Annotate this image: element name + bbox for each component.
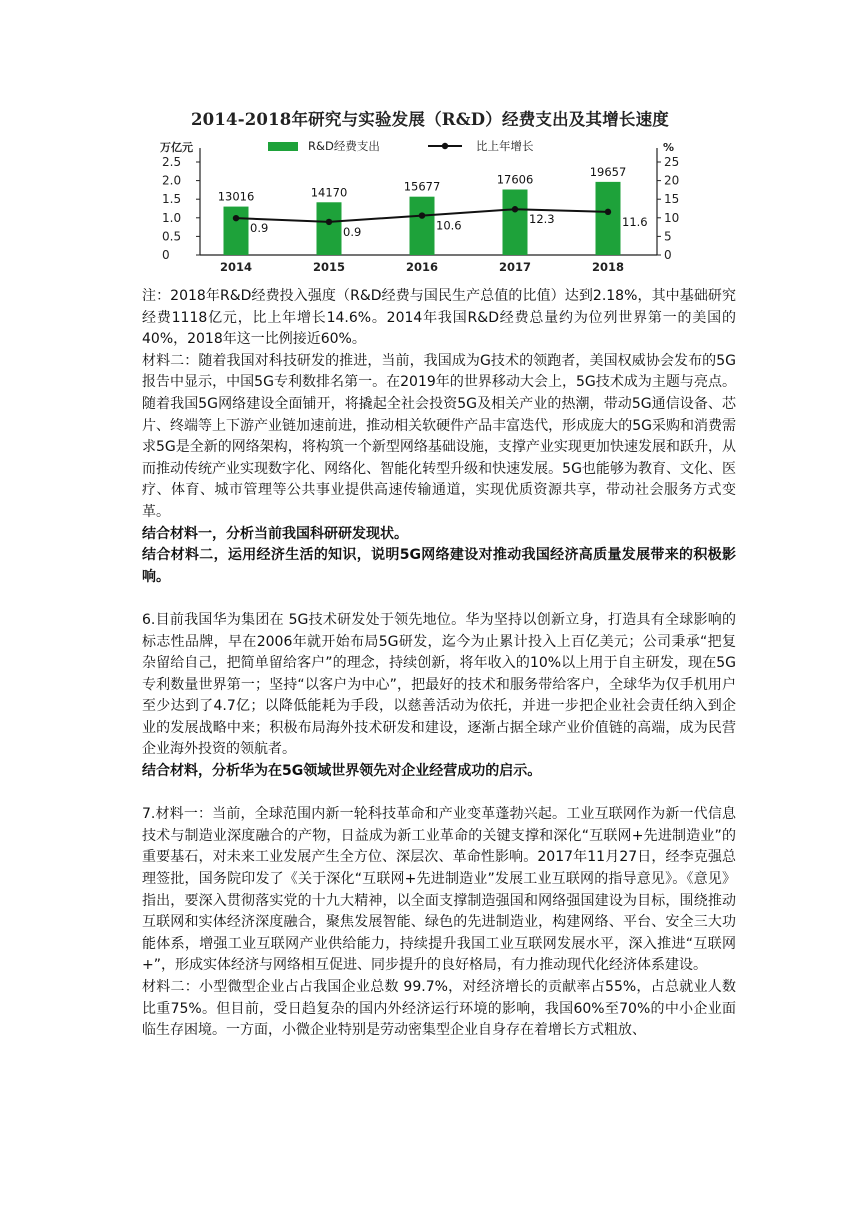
bar-value-label: 15677 xyxy=(403,179,441,194)
legend-line-label: 比上年增长 xyxy=(476,139,534,153)
growth-point-2014 xyxy=(233,215,239,221)
right-tick-label: 20 xyxy=(664,173,680,188)
growth-value-label: 11.6 xyxy=(622,214,648,229)
right-tick-label: 15 xyxy=(664,192,680,207)
paragraph: 6.目前我国华为集团在 5G技术研发处于领先地位。华为坚持以创新立身，打造具有全球影响的标志性品牌，早在2006年就开始布局5G研发，迄今为止累计投入上百亿美元；公司秉承“把复杂留给自己，把简单留给客户”的理念，持续创新，将年收入的10%以上用于自主研发，现在5G专利数量世界第一；坚持“以客户为中心”，把最好的技术和服务带给客户，全球华为仅手机用户至少达到了4.7亿；以降低能耗为手段，以慈善活动为依托，并进一步把企业社会责任纳入到企业的发展战略中来；积极布局海外技术研发和建设，逐渐占据全球产业价值链的高端，成为民营企业海外投资的领航者。 xyxy=(142,611,736,758)
growth-point-2015 xyxy=(326,219,332,225)
legend-line-marker xyxy=(442,143,448,149)
paragraph-gap xyxy=(142,783,736,805)
document-body xyxy=(142,286,736,1042)
chart-title: 2014-2018年研究与实验发展（R&D）经费支出及其增长速度 xyxy=(190,110,669,129)
bar-value-label: 13016 xyxy=(217,189,255,204)
growth-value-label: 0.9 xyxy=(250,221,269,236)
paragraph: 材料二：随着我国对科技研发的推进，当前，我国成为G技术的领跑者，美国权威协会发布的5G报告中显示，中国5G专利数排名第一。在2019年的世界移动大会上，5G技术成为主题与亮点。随着我国5G网络建设全面铺开，将撬起全社会投资5G及相关产业的热潮，带动5G通信设备、芯片、终端等上下游产业链加速前进，推动相关软硬件产品丰富迭代，形成庞大的5G采购和消费需求5G是全新的网络架构，将构筑一个新型网络基础设施，支撑产业实现更加快速发展和跃升，从而推动传统产业实现数字化、网络化、智能化转型升级和快速发展。5G也能够为教育、文化、医疗、体育、城市管理等公共事业提供高速传输通道，实现优质资源共享，带动社会服务方式变革。 xyxy=(142,352,736,520)
left-tick-label: 0.5 xyxy=(162,229,182,244)
paragraph: 材料二：小型微型企业占占我国企业总数 99.7%，对经济增长的贡献率占55%，占总就业人数比重75%。但目前，受日趋复杂的国内外经济运行环境的影响，我国60%至70%的中小企业面临生存困境。一方面，小微企业特别是劳动密集型企业自身存在着增长方式粗放、 xyxy=(142,979,736,1039)
bar-2014 xyxy=(224,207,249,255)
x-tick-label: 2016 xyxy=(405,260,439,274)
rd-chart xyxy=(160,104,700,284)
growth-value-label: 10.6 xyxy=(436,218,462,233)
growth-point-2016 xyxy=(419,212,425,218)
left-tick-label: 2.0 xyxy=(162,173,182,188)
left-tick-label: 2.5 xyxy=(162,155,182,169)
bar-2017 xyxy=(503,190,528,255)
right-tick-label: 0 xyxy=(664,248,672,262)
question-prompt: 结合材料一，分析当前我国科研研发现状。 xyxy=(142,525,408,542)
bar-value-label: 14170 xyxy=(310,185,348,200)
question-prompt: 结合材料二，运用经济生活的知识，说明5G网络建设对推动我国经济高质量发展带来的积极影响。 xyxy=(142,547,736,585)
paragraph-gap xyxy=(142,588,736,610)
growth-point-2018 xyxy=(605,209,611,215)
right-axis-unit: % xyxy=(663,141,675,154)
x-tick-label: 2018 xyxy=(591,260,625,274)
question-prompt: 结合材料，分析华为在5G领域世界领先对企业经营成功的启示。 xyxy=(142,763,542,780)
left-tick-label: 1.0 xyxy=(162,210,182,225)
bar-2015 xyxy=(317,202,342,255)
left-axis-unit: 万亿元 xyxy=(160,141,193,154)
rd-chart-svg xyxy=(160,104,700,284)
right-tick-label: 25 xyxy=(664,155,680,169)
bar-2016 xyxy=(410,197,435,255)
bar-value-label: 17606 xyxy=(496,172,534,187)
left-tick-label: 1.5 xyxy=(162,192,182,207)
growth-point-2017 xyxy=(512,206,518,212)
bar-2018 xyxy=(596,182,621,255)
x-tick-label: 2017 xyxy=(498,260,532,274)
paragraph: 注：2018年R&D经费投入强度（R&D经费与国民生产总值的比值）达到2.18%，其中基础研究经费1118亿元，比上年增长14.6%。2014年我国R&D经费总量约为位列世界第一的美国的40%，2018年这一比例接近60%。 xyxy=(142,288,736,348)
right-tick-label: 10 xyxy=(664,210,680,225)
growth-value-label: 12.3 xyxy=(529,212,555,227)
right-tick-label: 5 xyxy=(664,229,672,244)
legend-bar-swatch xyxy=(268,142,298,151)
paragraph: 7.材料一：当前，全球范围内新一轮科技革命和产业变革蓬勃兴起。工业互联网作为新一代信息技术与制造业深度融合的产物，日益成为新工业革命的关键支撑和深化“互联网+先进制造业”的重要基石，对未来工业发展产生全方位、深层次、革命性影响。2017年11月27日，经李克强总理签批，国务院印发了《关于深化“互联网+先进制造业”发展工业互联网的指导意见》。《意见》指出，要深入贯彻落实党的十九大精神，以全面支撑制造强国和网络强国建设为目标，围绕推动互联网和实体经济深度融合，聚焦发展智能、绿色的先进制造业，构建网络、平台、安全三大功能体系，增强工业互联网产业供给能力，持续提升我国工业互联网发展水平，深入推进“互联网+”，形成实体经济与网络相互促进、同步提升的良好格局，有力推动现代化经济体系建设。 xyxy=(142,806,736,974)
growth-value-label: 0.9 xyxy=(343,224,362,239)
x-tick-label: 2015 xyxy=(312,260,346,274)
left-tick-label: 0 xyxy=(162,248,170,262)
x-tick-label: 2014 xyxy=(219,260,253,274)
bar-value-label: 19657 xyxy=(589,164,627,179)
legend-bar-label: R&D经费支出 xyxy=(308,139,380,153)
